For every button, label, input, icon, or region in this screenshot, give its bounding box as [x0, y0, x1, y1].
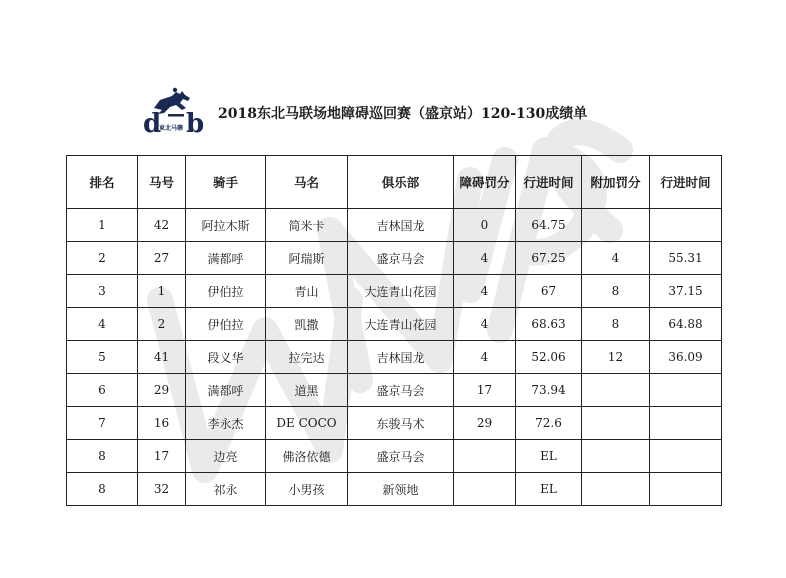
cell-horse-number: 16 [138, 407, 186, 440]
cell-extra-penalty [582, 407, 650, 440]
cell-jumpoff-time: 36.09 [650, 341, 722, 374]
cell-rider: 段义华 [186, 341, 266, 374]
cell-jumpoff-time: 64.88 [650, 308, 722, 341]
logo-letter-d: d [143, 109, 162, 134]
cell-horse-number: 41 [138, 341, 186, 374]
cell-horse-name: 阿瑞斯 [266, 242, 348, 275]
cell-club: 新领地 [348, 473, 454, 506]
cell-obstacle-penalty: 4 [454, 275, 516, 308]
table-row [67, 341, 722, 374]
cell-horse-name: 青山 [266, 275, 348, 308]
cell-horse-number: 2 [138, 308, 186, 341]
cell-horse-name: 凯撒 [266, 308, 348, 341]
cell-horse-name: 道黑 [266, 374, 348, 407]
cell-jumpoff-time: 55.31 [650, 242, 722, 275]
cell-extra-penalty: 8 [582, 308, 650, 341]
cell-club: 东骏马术 [348, 407, 454, 440]
cell-obstacle-penalty: 0 [454, 209, 516, 242]
cell-club: 盛京马会 [348, 374, 454, 407]
cell-obstacle-penalty [454, 440, 516, 473]
cell-time: 73.94 [516, 374, 582, 407]
cell-extra-penalty [582, 473, 650, 506]
header-extra-penalty: 附加罚分 [582, 156, 650, 209]
cell-club: 盛京马会 [348, 242, 454, 275]
table-header-row [67, 156, 722, 209]
cell-horse-number: 27 [138, 242, 186, 275]
cell-rank: 7 [67, 407, 138, 440]
cell-time: 67.25 [516, 242, 582, 275]
cell-time: 52.06 [516, 341, 582, 374]
cell-obstacle-penalty: 4 [454, 341, 516, 374]
cell-obstacle-penalty: 4 [454, 308, 516, 341]
table-row [67, 473, 722, 506]
logo-letter-b: b [186, 109, 205, 134]
cell-rank: 6 [67, 374, 138, 407]
cell-rank: 4 [67, 308, 138, 341]
results-table [66, 155, 722, 506]
cell-horse-number: 32 [138, 473, 186, 506]
cell-horse-name: 小男孩 [266, 473, 348, 506]
cell-extra-penalty: 4 [582, 242, 650, 275]
cell-rank: 5 [67, 341, 138, 374]
cell-club: 大连青山花园 [348, 308, 454, 341]
table-row [67, 374, 722, 407]
cell-time: 68.63 [516, 308, 582, 341]
cell-horse-number: 17 [138, 440, 186, 473]
header-horse-name: 马名 [266, 156, 348, 209]
header-rank: 排名 [67, 156, 138, 209]
cell-horse-number: 1 [138, 275, 186, 308]
cell-extra-penalty [582, 209, 650, 242]
cell-jumpoff-time [650, 473, 722, 506]
header-club: 俱乐部 [348, 156, 454, 209]
cell-horse-name: 简米卡 [266, 209, 348, 242]
cell-horse-name: DE COCO [266, 407, 348, 440]
cell-obstacle-penalty: 17 [454, 374, 516, 407]
cell-rank: 3 [67, 275, 138, 308]
header-obstacle-penalty: 障碍罚分 [454, 156, 516, 209]
cell-rider: 满都呼 [186, 374, 266, 407]
cell-horse-name: 佛洛依德 [266, 440, 348, 473]
cell-club: 吉林国龙 [348, 341, 454, 374]
cell-jumpoff-time: 37.15 [650, 275, 722, 308]
header-rider: 骑手 [186, 156, 266, 209]
cell-horse-name: 拉完达 [266, 341, 348, 374]
cell-jumpoff-time [650, 440, 722, 473]
cell-rider: 满都呼 [186, 242, 266, 275]
page-title: 2018东北马联场地障碍巡回赛（盛京站）120-130成绩单 [218, 106, 588, 122]
header-time: 行进时间 [516, 156, 582, 209]
cell-rider: 伊伯拉 [186, 308, 266, 341]
table-row [67, 308, 722, 341]
cell-time: EL [516, 473, 582, 506]
cell-extra-penalty: 12 [582, 341, 650, 374]
cell-rider: 祁永 [186, 473, 266, 506]
horse-jump-logo-icon [142, 86, 206, 134]
cell-obstacle-penalty: 4 [454, 242, 516, 275]
cell-extra-penalty: 8 [582, 275, 650, 308]
table-row [67, 407, 722, 440]
cell-rank: 2 [67, 242, 138, 275]
cell-rider: 伊伯拉 [186, 275, 266, 308]
cell-club: 吉林国龙 [348, 209, 454, 242]
cell-time: 64.75 [516, 209, 582, 242]
cell-extra-penalty [582, 374, 650, 407]
cell-rank: 8 [67, 473, 138, 506]
cell-extra-penalty [582, 440, 650, 473]
cell-jumpoff-time [650, 209, 722, 242]
cell-club: 大连青山花园 [348, 275, 454, 308]
table-row [67, 242, 722, 275]
header-jumpoff-time: 行进时间 [650, 156, 722, 209]
table-body [67, 209, 722, 506]
table-row [67, 275, 722, 308]
cell-rider: 阿拉木斯 [186, 209, 266, 242]
table-row [67, 440, 722, 473]
cell-horse-number: 29 [138, 374, 186, 407]
cell-jumpoff-time [650, 374, 722, 407]
cell-rider: 边亮 [186, 440, 266, 473]
cell-rider: 李永杰 [186, 407, 266, 440]
table-row [67, 209, 722, 242]
cell-rank: 8 [67, 440, 138, 473]
cell-time: 72.6 [516, 407, 582, 440]
header-horse-number: 马号 [138, 156, 186, 209]
cell-club: 盛京马会 [348, 440, 454, 473]
cell-horse-number: 42 [138, 209, 186, 242]
cell-time: 67 [516, 275, 582, 308]
cell-time: EL [516, 440, 582, 473]
cell-obstacle-penalty [454, 473, 516, 506]
cell-jumpoff-time [650, 407, 722, 440]
cell-obstacle-penalty: 29 [454, 407, 516, 440]
cell-rank: 1 [67, 209, 138, 242]
logo-text: 東北马聯 [159, 125, 184, 132]
